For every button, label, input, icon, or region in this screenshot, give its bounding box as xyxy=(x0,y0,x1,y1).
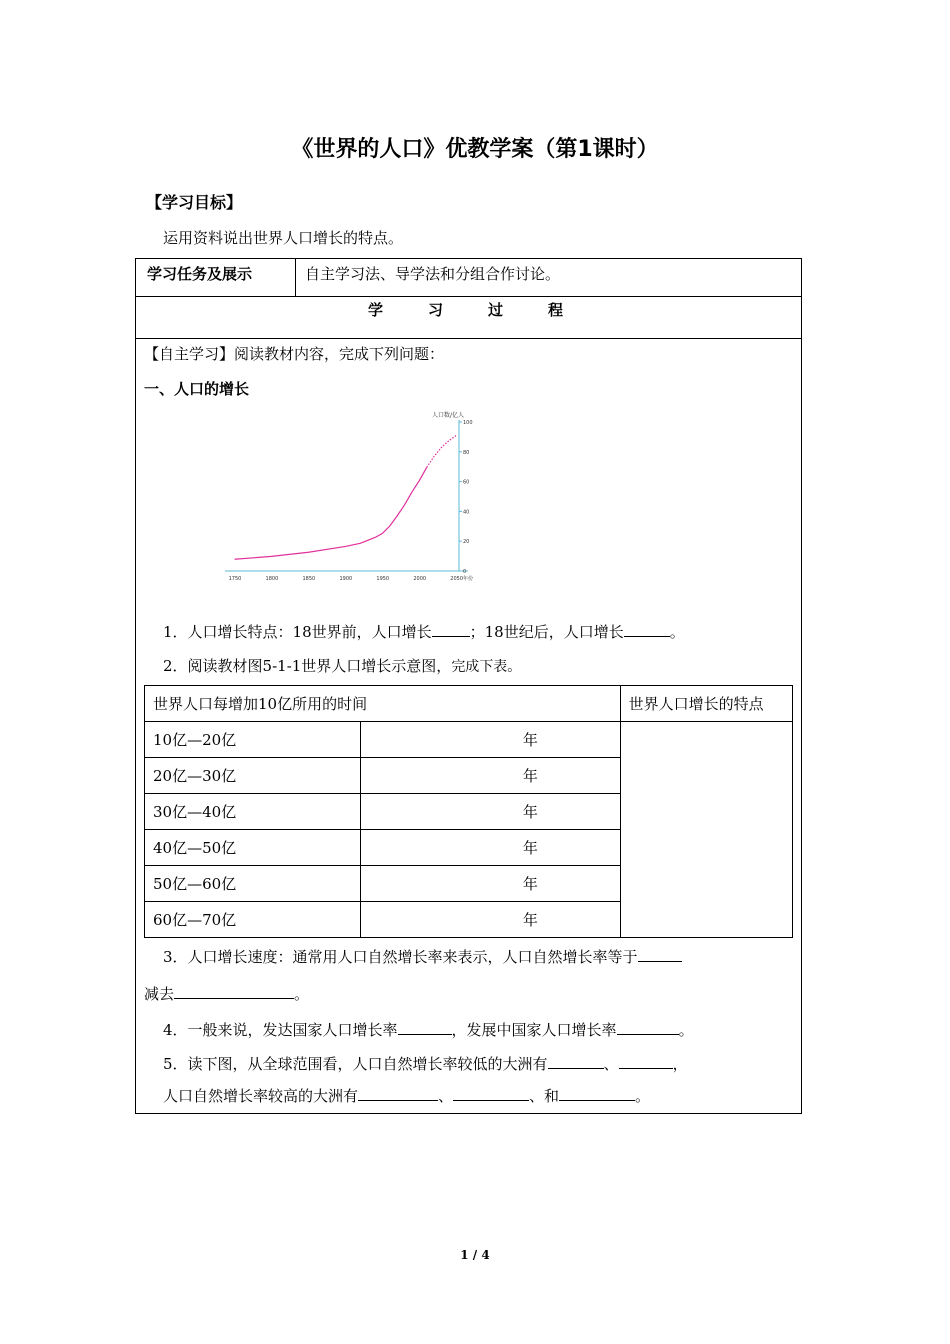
table-row-label: 60亿—70亿 xyxy=(145,902,361,938)
q2-text: 完成下表。 xyxy=(451,659,522,675)
y-axis-label: 人口数/亿人 xyxy=(432,412,465,419)
blank-6[interactable] xyxy=(617,1020,679,1035)
blank-1[interactable] xyxy=(432,622,470,637)
x-tick-label: 2050年份 xyxy=(450,576,474,582)
table-row-label: 30亿—40亿 xyxy=(145,794,361,830)
q1-text: ；18世纪后，人口增长 xyxy=(469,623,624,641)
q4-text: ，发展中国家人口增长率 xyxy=(451,1021,617,1039)
q3-text: 。 xyxy=(294,985,310,1003)
process-char: 过 xyxy=(488,301,504,319)
process-title xyxy=(368,299,608,320)
question-4 xyxy=(163,1019,694,1040)
population-time-table xyxy=(144,685,793,938)
objective-text: 运用资料说出世界人口增长的特点。 xyxy=(163,229,404,247)
q3-text: 减去 xyxy=(144,985,175,1003)
table-header: 世界人口每增加10亿所用的时间 xyxy=(145,686,621,722)
table-row-label: 50亿—60亿 xyxy=(145,866,361,902)
y-tick-label: 60 xyxy=(463,479,470,486)
x-tick-label: 1750 xyxy=(228,576,242,582)
question-5 xyxy=(163,1053,688,1074)
process-char: 学 xyxy=(368,301,384,319)
q5-text: ， xyxy=(672,1055,688,1073)
page-title: 《世界的人口》优教学案（第1课时） xyxy=(291,137,659,162)
blank-9[interactable] xyxy=(358,1086,438,1101)
process-char: 习 xyxy=(428,301,444,319)
y-tick-label: 100 xyxy=(463,420,473,426)
col-divider xyxy=(295,258,296,296)
q5-text: 、 xyxy=(438,1087,454,1105)
population-line-projection xyxy=(427,435,457,467)
table-input-cell[interactable]: 年 xyxy=(361,722,621,758)
q5-text: 、和 xyxy=(529,1087,560,1105)
question-1 xyxy=(163,621,685,642)
task-methods: 自主学习法、导学法和分组合作讨论。 xyxy=(305,265,561,283)
q1-text: 1．人口增长特点：18世界前，人口增长 xyxy=(163,623,432,641)
characteristics-cell[interactable] xyxy=(620,722,792,938)
x-tick-label: 2000 xyxy=(413,576,427,582)
q3-text: 3．人口增长速度：通常用人口自然增长率来表示，人口自然增长率等于 xyxy=(163,948,638,966)
q5-text: 5．读下图，从全球范围看，人口自然增长率较低的大洲有 xyxy=(163,1055,548,1073)
population-growth-chart xyxy=(215,405,490,590)
q4-text: 。 xyxy=(678,1021,694,1039)
table-input-cell[interactable]: 年 xyxy=(361,758,621,794)
q5-text: 、 xyxy=(603,1055,619,1073)
page-number: 1 / 4 xyxy=(460,1248,490,1262)
q4-text: 4．一般来说，发达国家人口增长率 xyxy=(163,1021,398,1039)
x-tick-label: 1800 xyxy=(265,576,279,582)
question-5-cont xyxy=(163,1085,650,1106)
question-3 xyxy=(163,946,682,967)
x-tick-label: 1950 xyxy=(376,576,390,582)
x-tick-label: 1850 xyxy=(302,576,316,582)
y-tick-label: 0 xyxy=(463,569,467,575)
row-divider xyxy=(135,338,802,339)
blank-10[interactable] xyxy=(453,1086,529,1101)
table-input-cell[interactable]: 年 xyxy=(361,866,621,902)
y-tick-label: 40 xyxy=(463,509,470,516)
question-3-cont xyxy=(144,983,309,1004)
table-input-cell[interactable]: 年 xyxy=(361,794,621,830)
table-row-label: 10亿—20亿 xyxy=(145,722,361,758)
table-header: 世界人口增长的特点 xyxy=(620,686,792,722)
section-heading: 一、人口的增长 xyxy=(144,380,250,398)
q5-text: 人口自然增长率较高的大洲有 xyxy=(163,1087,359,1105)
blank-4[interactable] xyxy=(174,984,294,999)
population-line-actual xyxy=(235,467,427,559)
table-row-label: 20亿—30亿 xyxy=(145,758,361,794)
blank-5[interactable] xyxy=(398,1020,452,1035)
q1-text: 。 xyxy=(669,623,685,641)
blank-11[interactable] xyxy=(559,1086,635,1101)
process-char: 程 xyxy=(548,301,564,319)
task-label: 学习任务及展示 xyxy=(147,265,253,283)
row-divider xyxy=(135,296,802,297)
self-study-instruction: 【自主学习】阅读教材内容，完成下列问题： xyxy=(144,345,445,363)
blank-8[interactable] xyxy=(619,1054,673,1069)
blank-2[interactable] xyxy=(624,622,670,637)
table-input-cell[interactable]: 年 xyxy=(361,830,621,866)
y-tick-label: 80 xyxy=(463,449,470,456)
objective-heading: 【学习目标】 xyxy=(146,193,243,212)
y-tick-label: 20 xyxy=(463,539,470,546)
blank-7[interactable] xyxy=(548,1054,604,1069)
question-2 xyxy=(163,655,521,676)
x-tick-label: 1900 xyxy=(339,576,353,582)
q2-text: 2．阅读教材图5-1-1世界人口增长示意图， xyxy=(163,657,452,675)
blank-3[interactable] xyxy=(638,947,682,962)
table-input-cell[interactable]: 年 xyxy=(361,902,621,938)
q5-text: 。 xyxy=(635,1087,651,1105)
table-row-label: 40亿—50亿 xyxy=(145,830,361,866)
